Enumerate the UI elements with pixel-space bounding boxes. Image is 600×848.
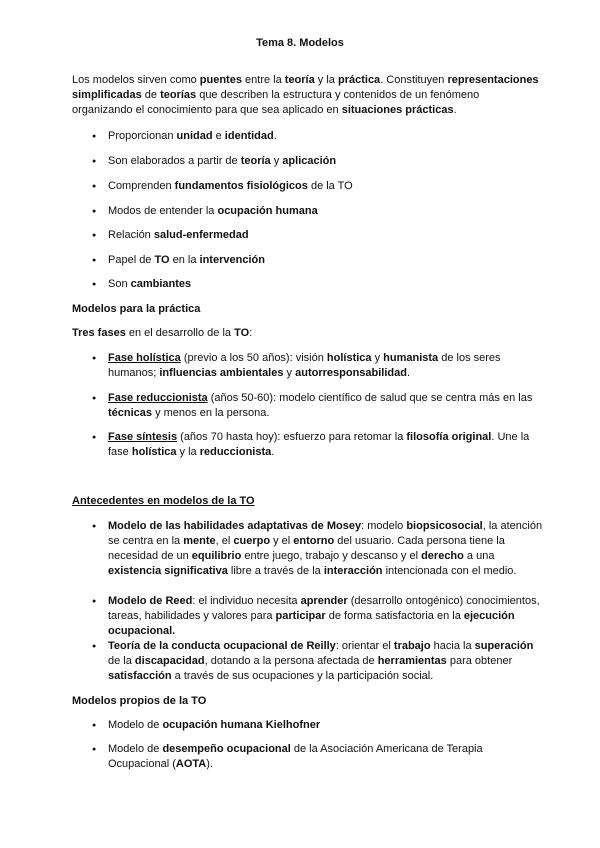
text-run: e [212,130,225,142]
text-run: . [406,367,411,379]
bold-text: trabajo [393,640,431,652]
bold-text: aplicación [282,155,337,167]
text-run: Son [108,278,131,290]
text-run: . [271,446,275,458]
bold-text: herramientas [377,655,447,667]
text-run: Modelo de [108,719,163,731]
bold-text: holística [131,446,177,458]
text-run: y menos en la persona. [152,407,270,419]
bold-text: TO [154,254,170,266]
text-run: Relación [108,229,154,241]
text-run: y la [176,446,200,458]
text-run: (años 50-60): modelo científico de salud que se centra más en las [207,392,533,404]
text-run: . [273,130,277,142]
bold-text: identidad [224,130,274,142]
text-run: para obtener [446,655,513,667]
bold-text: representaciones simplificadas [72,74,539,101]
bold-text: satisfacción [108,670,172,682]
intro-paragraph [72,73,542,118]
bold-text: superación [474,640,534,652]
bold-text: teoría [284,74,315,86]
bold-text: situaciones prácticas [341,104,454,116]
text-run: de la Asociación Americana de Terapia Ocupacional ( [108,743,483,770]
bold-text: discapacidad [134,655,205,667]
bold-text: equilibrio [191,550,242,562]
bold-text: desempeño ocupacional [162,743,291,755]
list-item [108,718,544,733]
text-run: . Constituyen [380,74,448,86]
text-run: : [249,327,253,339]
bold-text: filosofía original [406,431,492,443]
text-run: . Une la fase [108,431,530,458]
bold-text: AOTA [175,758,207,770]
text-run: en la [169,254,200,266]
text-run: , la atención se centra en la [108,520,543,547]
bold-text: autorresponsabilidad [295,367,407,379]
bold-text: teoría [240,155,271,167]
bold-text: cambiantes [130,278,192,290]
section-heading-antecedentes [72,494,542,509]
list-item [108,594,544,639]
text-run: y el [270,535,294,547]
bold-text: ocupación humana [217,205,318,217]
bold-text: intervención [199,254,265,266]
bold-text: influencias ambientales [159,367,284,379]
list-item [108,154,544,169]
bold-text: biopsicosocial [406,520,483,532]
section-heading-propios [72,694,542,709]
bold-text: humanista [383,352,439,364]
bold-text: TO [234,327,250,339]
bold-text: Modelo de Reed [108,595,193,607]
text-run: Proporcionan [108,130,177,142]
text-run: en el desarrollo de la [125,327,235,339]
text-run: de [141,89,161,101]
bold-text: entorno [293,535,335,547]
text-run: a través de sus ocupaciones y la participación social. [171,670,434,682]
bold-text: puentes [199,74,242,86]
page-title: Tema 8. Modelos [256,37,344,49]
text-run: que describen la estructura y contenidos de un fenómeno organizando el conocimiento para que sea aplicado en [72,89,480,116]
section-heading-practica [72,302,542,317]
list-item [108,253,544,268]
bold-text: derecho [421,550,464,562]
text-run: y la [314,74,338,86]
list-item [108,277,544,292]
bold-text: unidad [176,130,213,142]
text-run: a una [463,550,495,562]
list-item [108,639,544,684]
text-run: entre la [241,74,285,86]
bold-text: Teoría de la conducta ocupacional de Reilly [108,640,336,652]
text-run: Modos de entender la [108,205,218,217]
bold-text: Modelos propios de la TO [72,695,207,707]
text-run: (desarrollo ontogénico) conocimientos, tareas, habilidades y valores para [108,595,540,622]
text-run: de la [108,655,135,667]
text-run: : el individuo necesita [192,595,301,607]
text-run: entre juego, trabajo y descanso y el [241,550,422,562]
list-item [108,204,544,219]
text-run: y [283,367,296,379]
bold-text: mente [183,535,216,547]
text-run: del usuario. Cada persona tiene la necesidad de un [108,535,505,562]
bold-text: cuerpo [233,535,271,547]
bold-text: ocupación humana Kielhofner [162,719,321,731]
text-run: . [453,104,457,116]
bold-text: ejecución ocupacional. [108,610,515,637]
bold-text: aprender [300,595,348,607]
bold-text: reduccionista [199,446,272,458]
text-run: : modelo [361,520,407,532]
list-item [108,179,544,194]
text-run: ). [206,758,213,770]
text-run: libre a través de la [227,565,324,577]
text-run: , el [215,535,234,547]
bold-text: salud-enfermedad [153,229,249,241]
text-run: de los seres humanos; [108,352,501,379]
bold-text: técnicas [108,407,153,419]
text-run: , dotando a la persona afectada de [204,655,378,667]
list-item [108,519,544,579]
bold-text: Fase reduccionista [108,392,208,404]
bold-text: Tres fases [72,327,126,339]
list-item [108,129,544,144]
bold-text: existencia significativa [108,565,228,577]
list-item [108,351,544,381]
list-item [108,228,544,243]
tres-fases-paragraph [72,326,542,341]
text-run: y [371,352,384,364]
bold-text: teorías [160,89,197,101]
text-run: Son elaborados a partir de [108,155,241,167]
list-item [108,742,544,772]
bold-text: Antecedentes en modelos de la TO [72,495,255,507]
text-run: Los modelos sirven como [72,74,200,86]
text-run: y [270,155,283,167]
bold-text: holística [326,352,372,364]
text-run: de forma satisfactoria en la [325,610,464,622]
bold-text: interacción [323,565,383,577]
bold-text: participar [275,610,326,622]
bold-text: Modelo de las habilidades adaptativas de Mosey [108,520,362,532]
bold-text: Modelos para la práctica [72,303,201,315]
text-run: hacia la [430,640,475,652]
bold-text: fundamentos fisiológicos [174,180,308,192]
text-run: Modelo de [108,743,163,755]
text-run: (previo a los 50 años): visión [180,352,327,364]
bold-text: Fase holística [108,352,181,364]
bold-text: Fase síntesis [108,431,178,443]
list-item [108,430,544,460]
text-run: : orientar el [335,640,394,652]
text-run: intencionada con el medio. [382,565,517,577]
bold-text: práctica [337,74,381,86]
text-run: Comprenden [108,180,175,192]
text-run: Papel de [108,254,155,266]
list-item [108,391,544,421]
text-run: de la TO [307,180,353,192]
text-run: (años 70 hasta hoy): esfuerzo para retomar la [177,431,407,443]
